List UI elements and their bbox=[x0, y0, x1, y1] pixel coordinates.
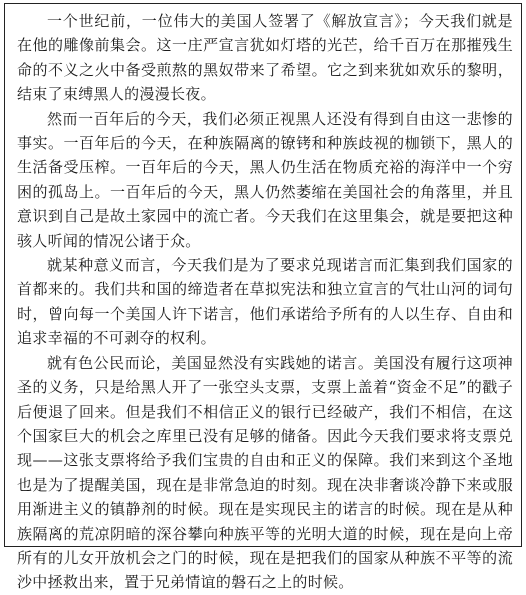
document-page bbox=[4, 3, 522, 592]
paragraph-3: 就某种意义而言，今天我们是为了要求兑现诺言而汇集到我们国家的首都来的。我们共和国的缔造者在草拟宪法和独立宣言的气壮山河的词句时，曾向每一个美国人许下诺言，他们承诺给予所有的人以生存、自由和追求幸福的不可剥夺的权利。 bbox=[17, 256, 513, 348]
paragraph-2: 然而一百年后的今天，我们必须正视黑人还没有得到自由这一悲惨的事实。一百年后的今天，在种族隔离的镣铐和种族歧视的枷锁下，黑人的生活备受压榨。一百年后的今天，黑人仍生活在物质充裕的海洋中一个穷困的孤岛上。一百年后的今天，黑人仍然萎缩在美国社会的角落里，并且意识到自己是故土家园中的流亡者。今天我们在这里集会，就是要把这种骇人听闻的情况公诸于众。 bbox=[17, 109, 513, 250]
paragraph-1: 一个世纪前，一位伟大的美国人签署了《解放宣言》；今天我们就是在他的雕像前集会。这一庄严宣言犹如灯塔的光芒，给千百万在那摧残生命的不义之火中备受煎熬的黑奴带来了希望。它之到来犹如欢乐的黎明，结束了束缚黑人的漫漫长夜。 bbox=[17, 12, 513, 104]
paragraph-4: 就有色公民而论，美国显然没有实践她的诺言。美国没有履行这项神圣的义务，只是给黑人开了一张空头支票，支票上盖着“资金不足”的戳子后便退了回来。但是我们不相信正义的银行已经破产，我们不相信，在这个国家巨大的机会之库里已没有足够的储备。因此今天我们要求将支票兑现——这张支票将给予我们宝贵的自由和正义的保障。我们来到这个圣地也是为了提醒美国，现在是非常急迫的时刻。现在决非奢谈冷静下来或服用渐进主义的镇静剂的时候。现在是实现民主的诺言的时候。现在是从种族隔离的荒凉阴暗的深谷攀向种族平等的光明大道的时候，现在是向上帝所有的儿女开放机会之门的时候，现在是把我们的国家从种族不平等的流沙中拯救出来，置于兄弟情谊的磐石之上的时候。 bbox=[17, 353, 513, 592]
